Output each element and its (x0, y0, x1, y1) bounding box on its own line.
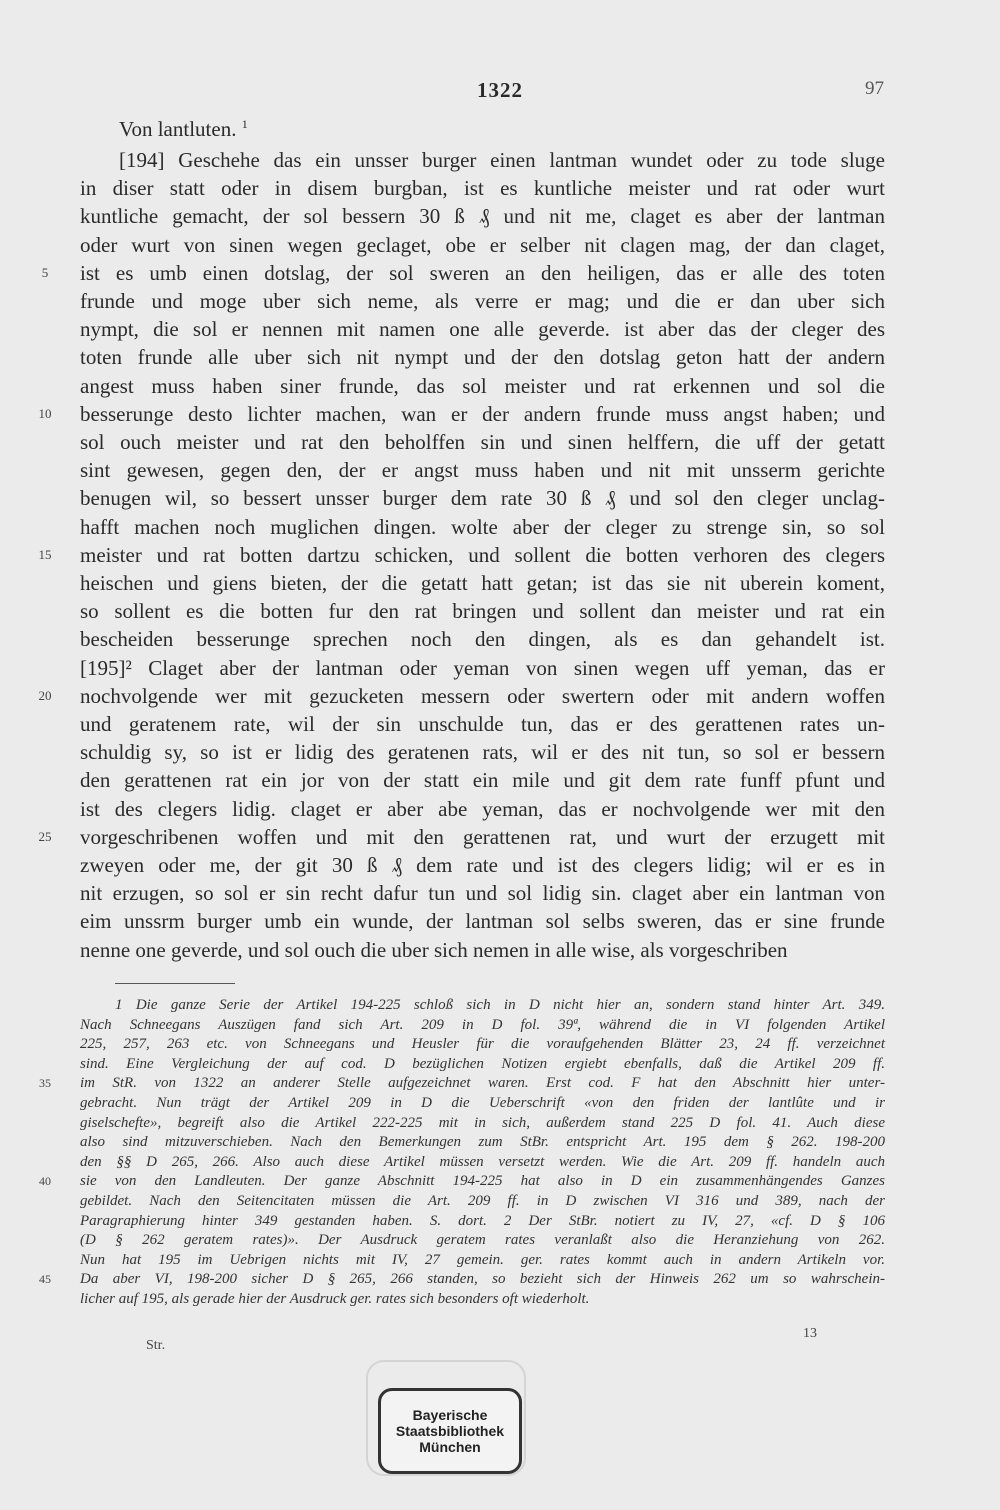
text-line: nochvolgende wer mit gezucketen messern oder swertern oder mit andern woffen (80, 683, 885, 708)
footnote-line: giselschefte», begreift also die Artikel 222-225 mit in sich, außerdem stand 225 D fol. 41. Auch diese (80, 1114, 885, 1131)
footnote-line: sie von den Landleuten. Der ganze Abschnitt 194-225 hat also in D ein zusammenhängendes Ganzes (80, 1173, 885, 1190)
text-line: so sollent es die botten fur den rat bringen und sollent dan meister und rat ein (80, 599, 885, 624)
text-line: oder wurt von sinen wegen geclaget, obe er selber nit clagen mag, der dan claget, (80, 232, 885, 257)
text-line: besserunge desto lichter machen, wan er der andern frunde muss angst haben; und (80, 401, 885, 426)
text-line: in diser statt oder in disem burgban, ist es kuntliche meister und rat oder wurt (80, 176, 885, 201)
signature-mark: Str. (146, 1338, 166, 1353)
footnote-line: 225, 257, 263 etc. von Schneegans und Heusler für die voraufgehenden Blätter 23, 24 ff. verzeichnet (80, 1036, 885, 1053)
text-line: frunde und moge uber sich neme, als verre er mag; und die er dan uber sich (80, 289, 885, 313)
section-heading (119, 117, 248, 142)
line-number: 20 (38, 687, 52, 703)
text-line: eim unssrm burger umb ein wunde, der lantman sol selbs sweren, das er sine frunde (80, 909, 885, 934)
text-line: heischen und giens bieten, der die getatt hatt getan; ist das sie nit uberein koment, (80, 571, 885, 595)
footnote-line: den §§ D 265, 266. Also auch diese Artikel müssen versetzt werden. Wie die Art. 209 ff. handeln auch (80, 1153, 885, 1170)
stamp-line-3: München (419, 1439, 481, 1455)
header-year: 1322 (477, 78, 523, 102)
footnote-line: Nun hat 195 im Uebrigen nichts mit IV, 27 gemein. ger. rates kommt auch in andern Artikeln vor. (80, 1251, 885, 1268)
text-line: zweyen oder me, der git 30 ß ₰ dem rate und ist des clegers lidig; wil er es in (80, 853, 885, 877)
heading-footnote-mark: 1 (241, 117, 248, 131)
heading-text: Von lantluten. (119, 117, 237, 141)
library-stamp (378, 1388, 522, 1474)
stamp-line-2: Staatsbibliothek (395, 1423, 505, 1439)
page-number: 97 (865, 78, 884, 99)
text-line: meister und rat botten dartzu schicken, und sollent die botten verhoren des clegers (80, 542, 885, 567)
line-number: 5 (41, 264, 49, 280)
footnote-line: Da aber VI, 198-200 sicher D § 265, 266 standen, so bezieht sich der Hinweis 262 um so wahrschein- (80, 1271, 885, 1288)
text-line: bescheiden besserunge sprechen noch den dingen, als es dan gehandelt ist. (80, 627, 885, 652)
footnote-line: 1 Die ganze Serie der Artikel 194-225 schloß sich in D nicht hier an, sondern stand hinter Art. 349. (115, 997, 885, 1013)
text-line: und geratenem rate, wil der sin unschulde tun, das er des gerattenen rates un- (80, 712, 885, 736)
text-line: [195]² Claget aber der lantman oder yeman von sinen wegen uff yeman, das er (80, 655, 885, 680)
text-line: den gerattenen rat ein jor von der statt ein mile und git dem rate funff pfunt und (80, 768, 885, 793)
footnote-line: Paragraphierung hinter 349 gestanden haben. S. dort. 2 Der StBr. notiert zu IV, 27, «cf. D § 106 (80, 1212, 885, 1229)
text-line: hafft machen noch muglichen dingen. wolte aber der cleger zu strenge sin, so sol (80, 514, 885, 539)
text-line: kuntliche gemacht, der sol bessern 30 ß ₰ und nit me, claget es aber der lantman (80, 204, 885, 229)
text-line: vorgeschribenen woffen und mit den gerattenen rat, und wurt der erzugett mit (80, 824, 885, 849)
text-line: sint gewesen, gegen den, der er angst muss haben und nit mit unsserm gerichte (80, 458, 885, 483)
sheet-number: 13 (803, 1326, 817, 1341)
text-line: ist es umb einen dotslag, der sol sweren an den heiligen, das er alle des toten (80, 260, 885, 285)
text-line: sol ouch meister und rat den beholffen sin und sinen helffern, die uff der getatt (80, 430, 885, 454)
footnote-line: im StR. von 1322 an anderer Stelle aufgezeichnet waren. Erst cod. F hat den Abschnitt hier unter- (80, 1075, 885, 1092)
footnote-line: Nach Schneegans Auszügen fand sich Art. 209 in D fol. 39ª, während die in VI folgenden Artikel (80, 1016, 885, 1033)
footnote-line: also sind mitzuverschieben. Nach den Bemerkungen zum StBr. entspricht Art. 195 dem § 262. 198-200 (80, 1134, 885, 1151)
footnote-line-number: 35 (39, 1076, 51, 1091)
text-line: nit erzugen, so sol er sin recht dafur tun und sol lidig sin. claget aber ein lantman von (80, 881, 885, 906)
footnote-line: sind. Eine Vergleichung der auf cod. D bezüglichen Notizen ergiebt ebenfalls, daß die Artikel 209 ff. (80, 1055, 885, 1072)
text-line: toten frunde alle uber sich nit nympt und der den dotslag geton hatt der andern (80, 345, 885, 370)
footnote-line-number: 40 (39, 1174, 51, 1189)
footnote-line-number: 45 (39, 1272, 51, 1287)
text-line: nympt, die sol er nennen mit namen one alle geverde. ist aber das der cleger des (80, 317, 885, 342)
footnote-divider (115, 983, 235, 984)
text-line: [194] Geschehe das ein unsser burger einen lantman wundet oder zu tode sluge (119, 148, 885, 172)
stamp-line-1: Bayerische (412, 1407, 488, 1423)
footnote-line: licher auf 195, als gerade hier der Ausdruck ger. rates sich besonders oft wiederholt. (80, 1291, 590, 1307)
footnote-line: gebildet. Nach den Seitencitaten müssen die Art. 209 ff. in D zwischen VI 316 und 389, nach der (80, 1193, 885, 1209)
text-line: benugen wil, so bessert unsser burger dem rate 30 ß ₰ und sol den cleger unclag- (80, 486, 885, 511)
line-number: 25 (38, 828, 52, 844)
text-line: schuldig sy, so ist er lidig des geratenen rats, wil er des nit tun, so sol er bessern (80, 740, 885, 765)
line-number: 15 (38, 546, 52, 562)
text-line: angest muss haben siner frunde, das sol meister und rat erkennen und sol die (80, 373, 885, 398)
footnote-line: (D § 262 geratem rates)». Der Ausdruck geratem rates veranlaßt also die Heranziehung von 262. (80, 1232, 885, 1249)
line-number: 10 (38, 405, 52, 421)
text-line: ist des clegers lidig. claget er aber abe yeman, das er nochvolgende wer mit den (80, 796, 885, 821)
text-line: nenne one geverde, und sol ouch die uber sich nemen in alle wise, als vorgeschriben (80, 937, 788, 962)
footnote-line: gebracht. Nun trägt der Artikel 209 in D die Ueberschrift «von den friden der lantlûte und ir (80, 1095, 885, 1111)
